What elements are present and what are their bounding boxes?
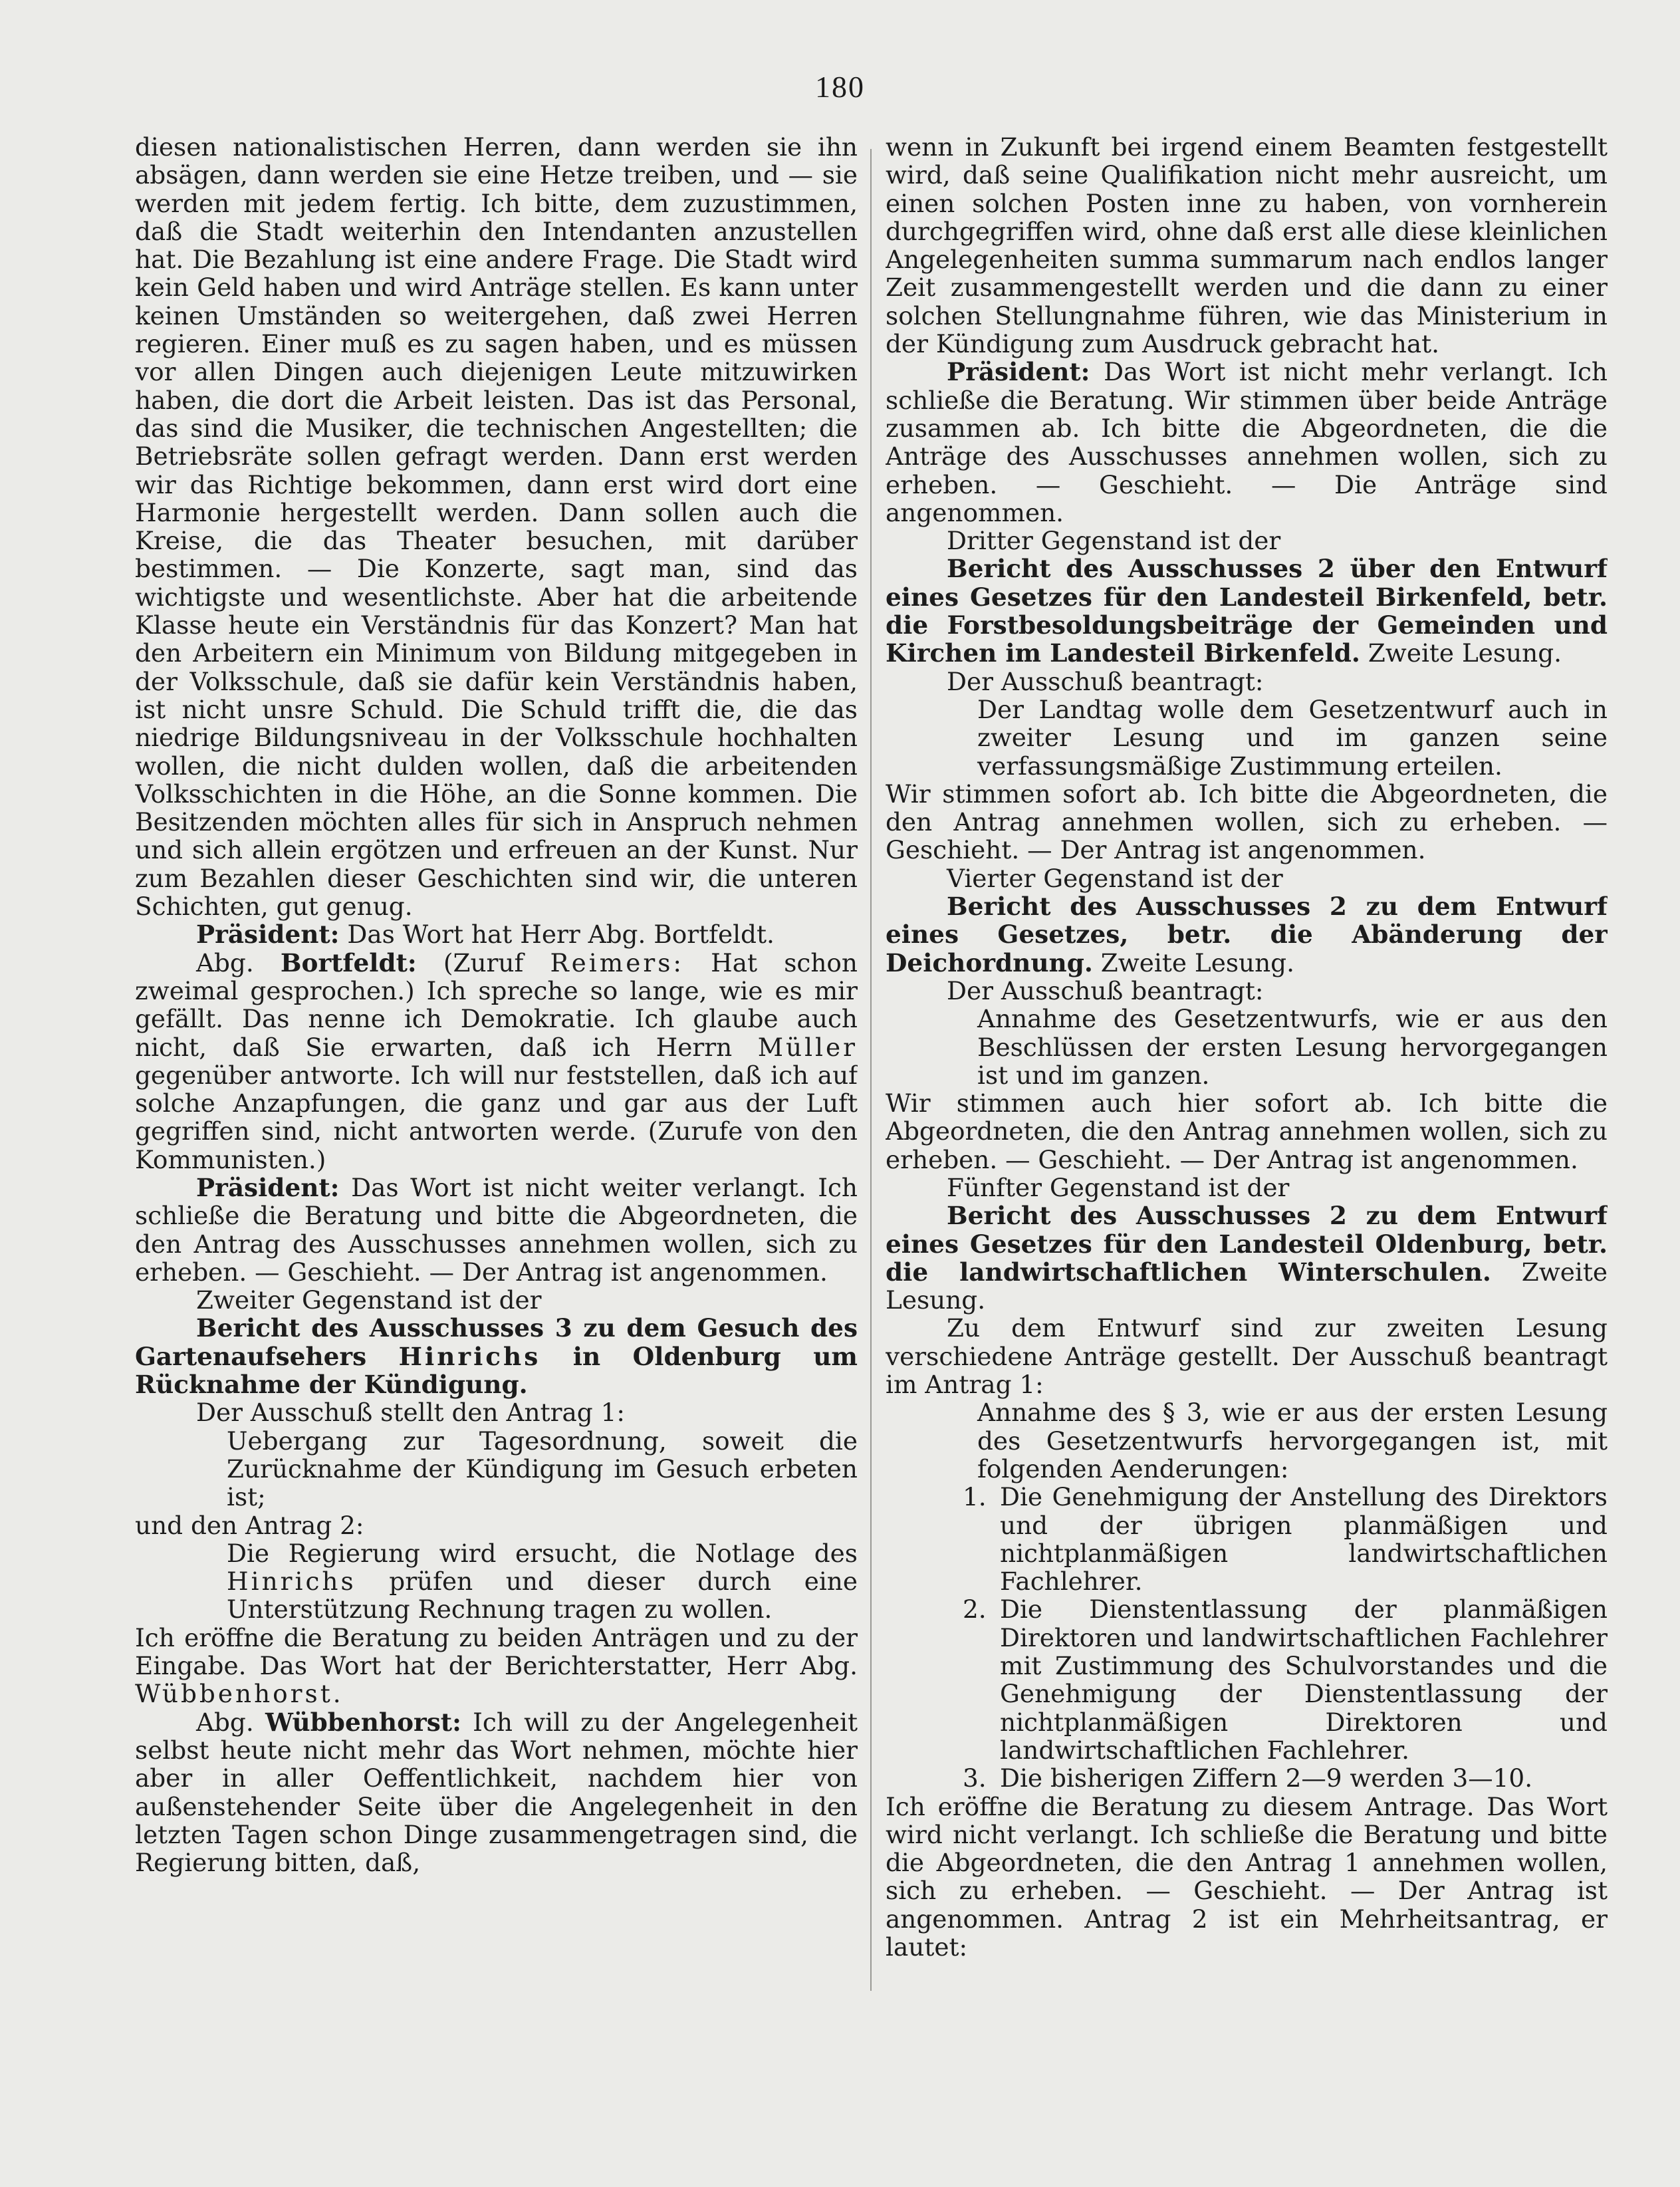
person-name: Hinrichs xyxy=(398,1341,541,1371)
speech-bortfeldt xyxy=(135,949,858,1174)
speaker-label: Präsident: xyxy=(196,1172,340,1202)
person-name: Wübbenhorst. xyxy=(135,1679,344,1709)
list-item xyxy=(886,1764,1608,1792)
reading-label: Zweite Lesung. xyxy=(886,1257,1608,1315)
list-item-text: Die Genehmigung der Anstellung des Direktors und der übrigen planmäßigen und nichtplanmäßigen landwirtschaftlichen Fachlehrer. xyxy=(1000,1482,1608,1597)
speaker-prefix: Abg. xyxy=(196,1707,254,1737)
speaker-prefix: Abg. xyxy=(196,948,254,977)
speaker-label: Bortfeldt: xyxy=(280,948,417,977)
list-item xyxy=(886,1483,1608,1595)
list-item-text: Die bisherigen Ziffern 2—9 werden 3—10. xyxy=(1000,1763,1533,1793)
list-item-number: 2. xyxy=(963,1595,987,1624)
president-statement xyxy=(886,358,1608,527)
agenda-intro: Vierter Gegenstand ist der xyxy=(947,863,1283,893)
committee-motion-intro: Der Ausschuß stellt den Antrag 1: xyxy=(196,1398,625,1428)
agenda-title-text: Bericht des Ausschusses 2 über den Entwurf eines Gesetzes für den Landesteil Birkenfeld, betr. die Forstbesoldungsbeiträge der Gemeinden und Kirchen im Landesteil Birkenfeld. xyxy=(886,554,1608,668)
speech-text: Hat schon zweimal gesprochen.) Ich spreche so lange, wie es mir gefällt. Das nenne ich Demokratie. Ich glaube auch nicht, daß Sie erwarten, daß ich Herrn xyxy=(135,948,858,1062)
motion-text: Annahme des Gesetzentwurfs, wie er aus den Beschlüssen der ersten Lesung hervorgegangen ist und im ganzen. xyxy=(977,1004,1608,1090)
motion-text-part: prüfen und dieser durch eine Unterstützung Rechnung tragen zu wollen. xyxy=(227,1567,858,1624)
paragraph: Wir stimmen sofort ab. Ich bitte die Abgeordneten, die den Antrag annehmen wollen, sich zu erheben. — Geschieht. — Der Antrag ist angenommen. xyxy=(886,779,1608,865)
motion-text-part: Die Regierung wird ersucht, die Notlage des xyxy=(227,1538,858,1568)
agenda-title-text: Bericht des Ausschusses 2 zu dem Entwurf eines Gesetzes, betr. die Abänderung der Deichordnung. xyxy=(886,892,1608,977)
paragraph: wenn in Zukunft bei irgend einem Beamten festgestellt wird, daß seine Qualifikation nicht mehr ausreicht, um einen solchen Posten inne zu haben, von vornherein durchgegriffen wird, ohne daß erst alle diese kleinlichen Angelegenheiten summa summarum nach endlos langer Zeit zusammengestellt werden und die dann zu einer solchen Stellungnahme führen, wie das Ministerium in der Kündigung zum Ausdruck gebracht hat. xyxy=(886,133,1608,359)
paragraph: Ich eröffne die Beratung zu diesem Antrage. Das Wort wird nicht verlangt. Ich schließe die Beratung und bitte die Abgeordneten, die den Antrag 1 annehmen wollen, sich zu erheben. — Geschieht. — Der Antrag ist angenommen. Antrag 2 ist ein Mehrheitsantrag, er lautet: xyxy=(886,1791,1608,1962)
speaker-label: Präsident: xyxy=(947,357,1090,387)
left-column xyxy=(135,133,858,2141)
agenda-title xyxy=(886,892,1608,977)
speaker-label: Wübbenhorst: xyxy=(265,1707,461,1737)
paragraph: Zu dem Entwurf sind zur zweiten Lesung verschiedene Anträge gestellt. Der Ausschuß beantragt im Antrag 1: xyxy=(886,1313,1608,1400)
speech-text: Ich will zu der Angelegenheit selbst heute nicht mehr das Wort nehmen, möchte hier aber in aller Oeffentlichkeit, nachdem hier von außenstehender Seite über die Angelegenheit in den letzten Tagen schon Dinge zusammengetragen sind, die Regierung bitten, daß, xyxy=(135,1707,858,1878)
speech-text: (Zuruf xyxy=(443,948,524,977)
list-item xyxy=(886,1595,1608,1764)
paragraph: Wir stimmen auch hier sofort ab. Ich bitte die Abgeordneten, die den Antrag annehmen wollen, sich zu erheben. — Geschieht. — Der Antrag ist angenommen. xyxy=(886,1089,1608,1174)
agenda-intro: Dritter Gegenstand ist der xyxy=(947,526,1281,556)
motion-text: Uebergang zur Tagesordnung, soweit die Zurücknahme der Kündigung im Gesuch erbeten ist; xyxy=(227,1426,858,1512)
agenda-title-text: in Oldenburg um Rücknahme der Kündigung. xyxy=(135,1341,858,1400)
speech-wuebbenhorst xyxy=(135,1708,858,1877)
person-name: Hinrichs xyxy=(227,1567,356,1597)
speaker-label: Präsident: xyxy=(196,920,340,950)
list-item-number: 3. xyxy=(963,1763,987,1793)
paragraph-text: Ich eröffne die Beratung zu beiden Anträgen und zu der Eingabe. Das Wort hat der Berichterstatter, Herr Abg. xyxy=(135,1622,858,1681)
committee-motion-intro: Der Ausschuß beantragt: xyxy=(947,975,1264,1005)
agenda-title xyxy=(886,1202,1608,1314)
motion-text xyxy=(135,1539,858,1624)
interjector-name: Reimers: xyxy=(550,948,684,977)
motion-text: Der Landtag wolle dem Gesetzentwurf auch in zweiter Lesung und im ganzen seine verfassungsmäßige Zustimmung erteilen. xyxy=(977,694,1608,781)
page-number: 180 xyxy=(815,70,865,104)
president-statement xyxy=(135,1174,858,1286)
speech-text: gegenüber antworte. Ich will nur feststellen, daß ich auf solche Anzapfungen, die ganz und gar aus der Luft gegriffen sind, nicht antworten werde. (Zurufe von den Kommunisten.) xyxy=(135,1060,858,1174)
list-item-text: Die Dienstentlassung der planmäßigen Direktoren und landwirtschaftlichen Fachlehrer mit Zustimmung des Schulvorstandes und die Genehmigung der Dienstentlassung der nichtplanmäßigen Direktoren und landwirtschaftlichen Fachlehrer. xyxy=(1000,1595,1608,1765)
column-divider xyxy=(870,149,872,1991)
agenda-title xyxy=(135,1314,858,1398)
right-column xyxy=(886,133,1608,2141)
statement-text: Das Wort ist nicht weiter verlangt. Ich schließe die Beratung und bitte die Abgeordneten, die den Antrag des Ausschusses annehmen wollen, sich zu erheben. — Geschieht. — Der Antrag ist angenommen. xyxy=(135,1172,858,1287)
agenda-intro: Fünfter Gegenstand ist der xyxy=(947,1172,1290,1202)
paragraph: diesen nationalistischen Herren, dann werden sie ihn absägen, dann werden sie eine Hetze treiben, und — sie werden mit jedem fertig. Ich bitte, dem zuzustimmen, daß die Stadt weiterhin den Intendanten anzustellen hat. Die Bezahlung ist eine andere Frage. Die Stadt wird kein Geld haben und wird Anträge stellen. Es kann unter keinen Umständen so weitergehen, daß zwei Herren regieren. Einer muß es zu sagen haben, und es müssen vor allen Dingen auch diejenigen Leute mitzuwirken haben, die dort die Arbeit leisten. Das ist das Personal, das sind die Musiker, die technischen Angestellten; die Betriebsräte sollen gefragt werden. Dann erst werden wir das Richtige bekommen, dann erst wird dort eine Harmonie hergestellt werden. Dann sollen auch die Kreise, die das Theater besuchen, mit darüber bestimmen. — Die Konzerte, sagt man, sind das wichtigste und wesentlichste. Aber hat die arbeitende Klasse heute ein Verständnis für das Konzert? Man hat den Arbeitern ein Minimum von Bildung mitgegeben in der Volksschule, daß sie dafür kein Verständnis haben, ist nicht unsre Schuld. Die Schuld trifft die, die das niedrige Bildungsniveau in der Volksschule hochhalten wollen, die nicht dulden wollen, daß die arbeitenden Volksschichten in die Höhe, an die Sonne kommen. Die Besitzenden möchten alles für sich in Anspruch nehmen und sich allein ergötzen und erfreuen an der Kunst. Nur zum Bezahlen dieser Geschichten sind wir, die unteren Schichten, gut genug. xyxy=(135,133,858,922)
agenda-title xyxy=(886,555,1608,667)
motion-text: Annahme des § 3, wie er aus der ersten Lesung des Gesetzentwurfs hervorgegangen ist, mit folgenden Aenderungen: xyxy=(977,1398,1608,1483)
statement-text: Das Wort hat Herr Abg. Bortfeldt. xyxy=(347,920,775,950)
reading-label: Zweite Lesung. xyxy=(1100,948,1295,977)
list-item-number: 1. xyxy=(963,1482,987,1512)
committee-motion-intro: Der Ausschuß beantragt: xyxy=(947,666,1264,696)
president-statement xyxy=(135,920,858,948)
agenda-title-text: Bericht des Ausschusses 3 zu dem Gesuch des Gartenaufsehers xyxy=(135,1313,858,1371)
paragraph xyxy=(135,1624,858,1708)
agenda-intro: Zweiter Gegenstand ist der xyxy=(196,1285,542,1315)
person-name: Müller xyxy=(757,1032,858,1062)
motion-intro: und den Antrag 2: xyxy=(135,1510,364,1540)
reading-label: Zweite Lesung. xyxy=(1368,638,1562,668)
agenda-title-text: Bericht des Ausschusses 2 zu dem Entwurf eines Gesetzes für den Landesteil Oldenburg, betr. die landwirtschaftlichen Winterschulen. xyxy=(886,1201,1608,1287)
statement-text: Das Wort ist nicht mehr verlangt. Ich schließe die Beratung. Wir stimmen über beide Anträge zusammen ab. Ich bitte die Abgeordneten, die die Anträge des Ausschusses annehmen wollen, sich zu erheben. — Geschieht. — Die Anträge sind angenommen. xyxy=(886,357,1608,527)
